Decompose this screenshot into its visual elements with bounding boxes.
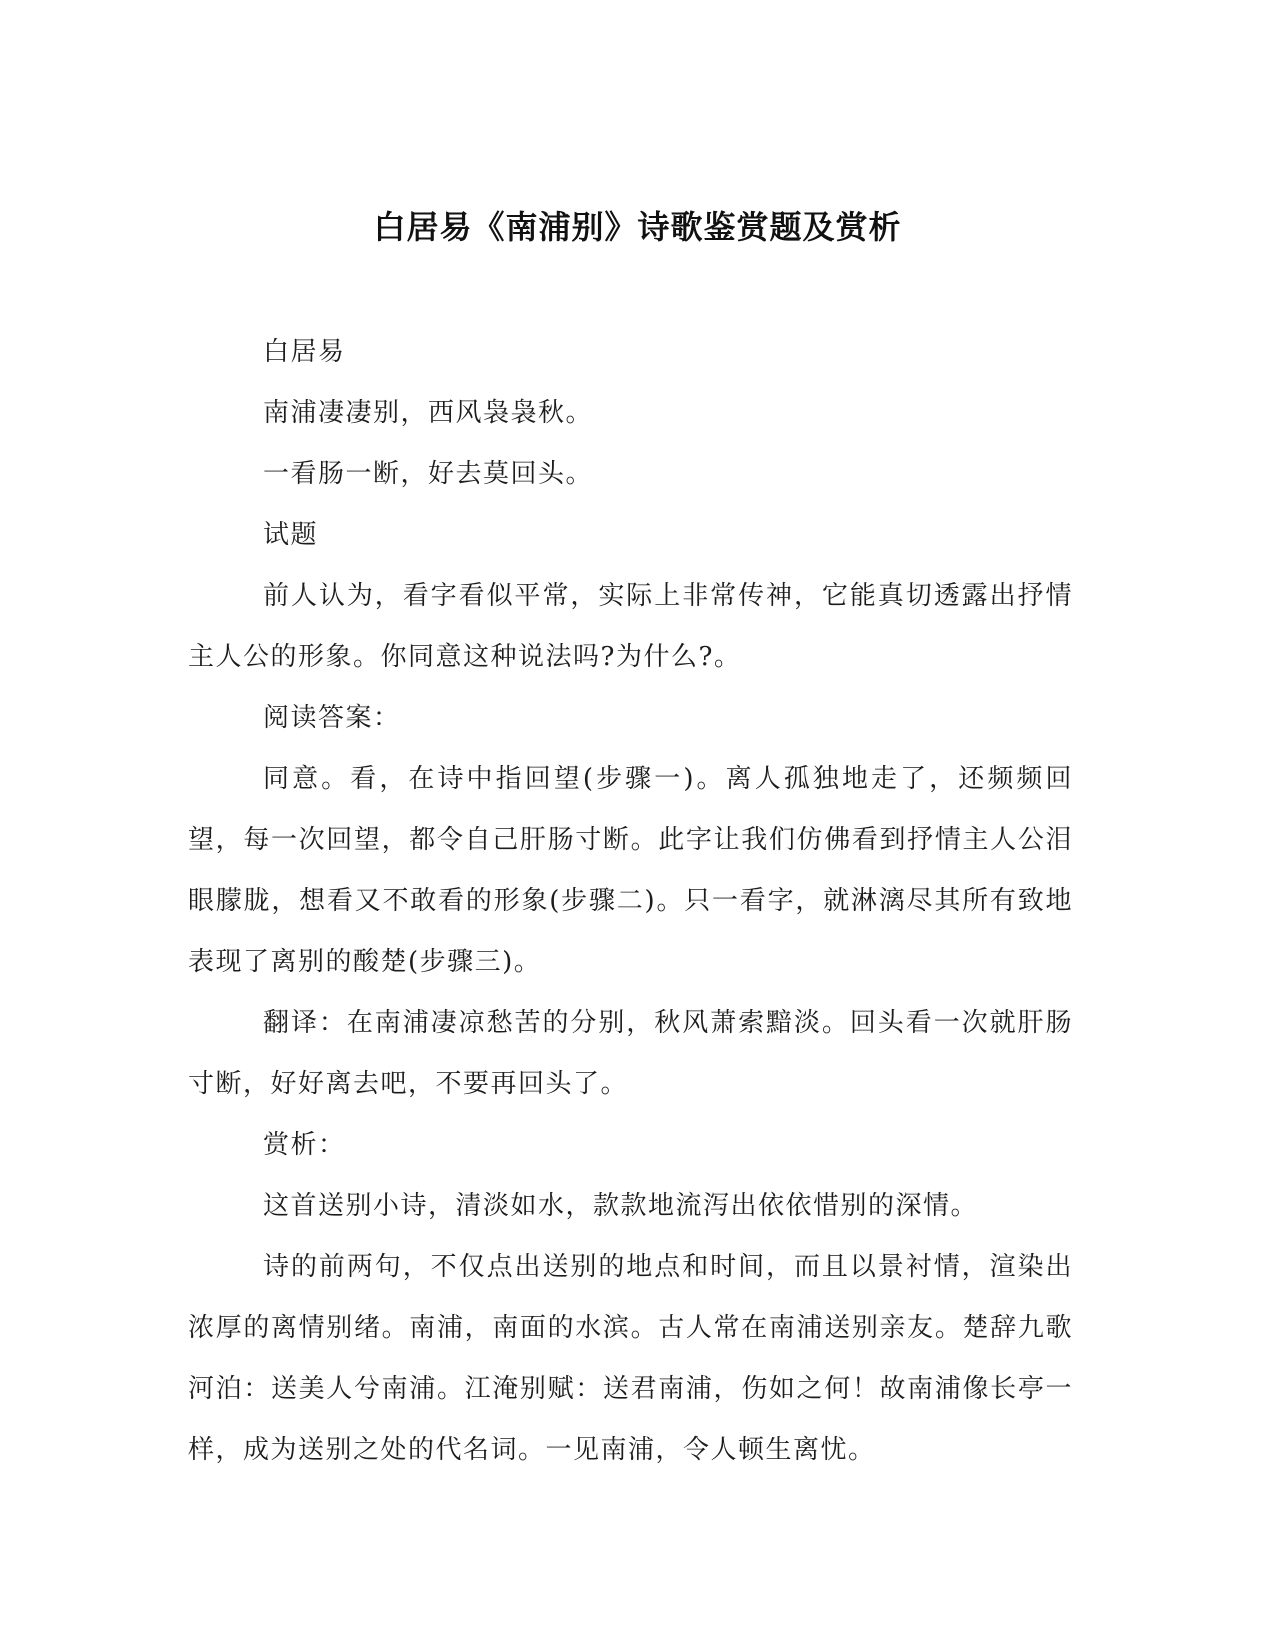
section-heading-question: 试题 — [263, 520, 319, 550]
question-paragraph: 前人认为，看字看似平常，实际上非常传神，它能真切透露出抒情主人公的形象。你同意这种说法吗?为什么?。 — [188, 581, 1073, 672]
section-heading-appreciation: 赏析： — [263, 1130, 346, 1160]
poem-line-1: 南浦凄凄别，西风袅袅秋。 — [263, 398, 594, 428]
author-line: 白居易 — [263, 337, 346, 367]
translation-paragraph: 翻译：在南浦凄凉愁苦的分别，秋风萧索黯淡。回头看一次就肝肠寸断，好好离去吧，不要再回头了。 — [188, 1008, 1073, 1099]
appreciation-paragraph-1: 这首送别小诗，清淡如水，款款地流泻出依依惜别的深情。 — [263, 1191, 979, 1221]
section-heading-answer: 阅读答案： — [263, 703, 401, 733]
appreciation-paragraph-2: 诗的前两句，不仅点出送别的地点和时间，而且以景衬情，渲染出浓厚的离情别绪。南浦，南面的水滨。古人常在南浦送别亲友。楚辞九歌河泊：送美人兮南浦。江淹别赋：送君南浦，伤如之何！故南浦像长亭一样，成为送别之处的代名词。一见南浦，令人顿生离忧。 — [188, 1252, 1073, 1465]
page-title: 白居易《南浦别》诗歌鉴赏题及赏析 — [373, 208, 902, 246]
document-body — [188, 322, 1073, 1481]
poem-line-2: 一看肠一断，好去莫回头。 — [263, 459, 594, 489]
answer-paragraph: 同意。看，在诗中指回望(步骤一)。离人孤独地走了，还频频回望，每一次回望，都令自己肝肠寸断。此字让我们仿佛看到抒情主人公泪眼朦胧，想看又不敢看的形象(步骤二)。只一看字，就淋漓尽其所有致地表现了离别的酸楚(步骤三)。 — [188, 764, 1073, 977]
